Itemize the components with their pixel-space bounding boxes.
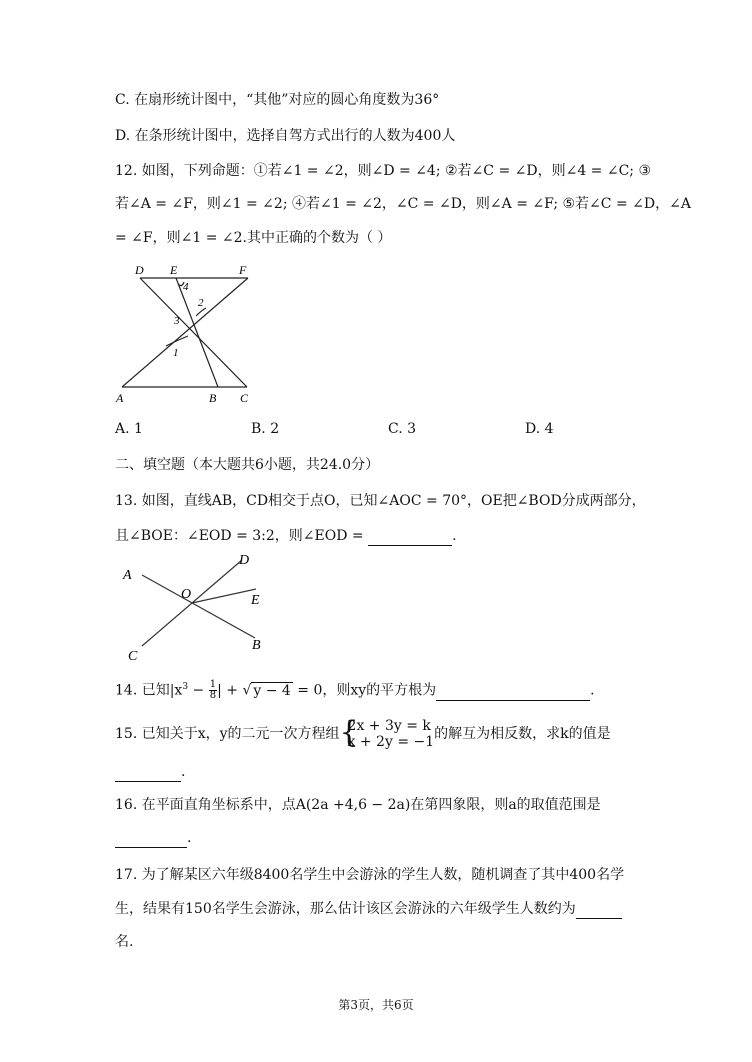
- q17-line-1: 17. 为了解某区六年级8400名学生中会游泳的学生人数，随机调查了其中400名学: [115, 867, 625, 883]
- q11-option-d: D. 在条形统计图中，选择自驾方式出行的人数为400人: [115, 128, 456, 144]
- label-b: B: [252, 638, 261, 653]
- q14-end: .: [590, 682, 595, 699]
- q12-option-a: A. 1: [115, 421, 143, 437]
- label-b: B: [209, 391, 217, 405]
- q14-answer-blank[interactable]: [436, 686, 590, 701]
- label-2: 2: [198, 297, 204, 309]
- label-f: F: [239, 263, 247, 277]
- q16-line-2: [115, 828, 191, 848]
- label-4: 4: [183, 281, 189, 293]
- q14-suffix: = 0，则xy的平方根为: [292, 682, 437, 699]
- q12-line-2: 若∠A = ∠F，则∠1 = ∠2; ④若∠1 = ∠2，∠C = ∠D，则∠A = ∠F; ⑤若∠C = ∠D，∠A: [115, 196, 691, 212]
- q17-line-3: 名.: [115, 934, 134, 950]
- angle-arc-1: [166, 336, 188, 346]
- line-af: [122, 278, 248, 387]
- q13-answer-blank[interactable]: [368, 531, 452, 546]
- q12-option-b: B. 2: [251, 421, 280, 437]
- q14-exponent: 3: [182, 682, 189, 692]
- q15-eq1: 2x + 3y = k: [347, 718, 431, 734]
- q17-line-2: [115, 899, 622, 919]
- q12-option-c: C. 3: [388, 421, 417, 437]
- label-d: D: [135, 263, 144, 277]
- q14-sqrt: y − 4: [253, 682, 291, 699]
- label-a: A: [123, 568, 132, 583]
- q15-suffix: 的解互为相反数，求k的值是: [434, 726, 611, 742]
- q14-fraction: [209, 680, 217, 701]
- q14-prefix: 14. 已知|x: [115, 682, 183, 699]
- q13-figure: [115, 548, 275, 663]
- q13-line-2: [115, 526, 457, 546]
- label-a: A: [116, 391, 124, 405]
- q15-line-1: [115, 715, 611, 750]
- q16-answer-blank[interactable]: [115, 833, 187, 848]
- line-eb: [176, 278, 218, 387]
- q14-minus: −: [188, 682, 209, 699]
- q15-prefix: 15. 已知关于x，y的二元一次方程组: [115, 726, 340, 742]
- q12-figure: [110, 260, 270, 405]
- line-dc: [140, 278, 247, 387]
- q15-answer-blank[interactable]: [115, 767, 181, 782]
- q17-answer-blank[interactable]: [576, 904, 622, 919]
- q13-text: 且∠BOE：∠EOD = 3:2，则∠EOD =: [115, 528, 364, 544]
- q14-frac-den: 8: [209, 690, 217, 702]
- page-footer: 第3页，共6页: [338, 998, 414, 1012]
- label-3: 3: [174, 315, 180, 327]
- line-oe: [192, 589, 256, 603]
- line-ab: [142, 575, 255, 638]
- q16-line-1: 16. 在平面直角坐标系中，点A(2a +4,6 − 2a)在第四象限，则a的取值范围是: [115, 797, 601, 813]
- q15-end: .: [181, 764, 186, 780]
- q14-frac-num: 1: [209, 679, 217, 691]
- label-e: E: [170, 263, 178, 277]
- q14-line: 14. 已知$|x^3$ − $\frac{1}{8}$ | + √ y − 4 = 0，则xy的平方根为 .: [115, 679, 595, 702]
- label-c: C: [240, 391, 249, 405]
- q12-line-1: 12. 如图，下列命题：①若∠1 = ∠2，则∠D = ∠4; ②若∠C = ∠D，则∠4 = ∠C; ③: [115, 163, 652, 179]
- q15-eq2: x + 2y = −1: [347, 734, 435, 750]
- angle-arc-2: [196, 308, 206, 316]
- label-1: 1: [173, 347, 179, 359]
- label-d: D: [239, 553, 250, 568]
- q15-line-2: [115, 762, 185, 782]
- q12-line-3: = ∠F，则∠1 = ∠2.其中正确的个数为（ ）: [115, 230, 392, 246]
- q13-line-1: 13. 如图，直线AB，CD相交于点O，已知∠AOC = 70°，OE把∠BOD分成两部分，: [115, 493, 646, 509]
- label-c: C: [128, 649, 138, 663]
- section-2-heading: 二、填空题（本大题共6小题，共24.0分）: [115, 457, 380, 473]
- label-e: E: [251, 593, 260, 608]
- q16-end: .: [187, 830, 192, 846]
- q15-equation-system: { 2x + 3y = k x + 2y = −1: [339, 715, 435, 750]
- q12-option-d: D. 4: [525, 421, 554, 437]
- q11-option-c: C. 在扇形统计图中，“其他”对应的圆心角度数为36°: [115, 92, 440, 108]
- q14-mid: | +: [217, 682, 243, 699]
- q17-text: 生，结果有150名学生会游泳，那么估计该区会游泳的六年级学生人数约为: [115, 901, 576, 917]
- q13-end: .: [452, 528, 457, 544]
- label-o: O: [181, 587, 192, 602]
